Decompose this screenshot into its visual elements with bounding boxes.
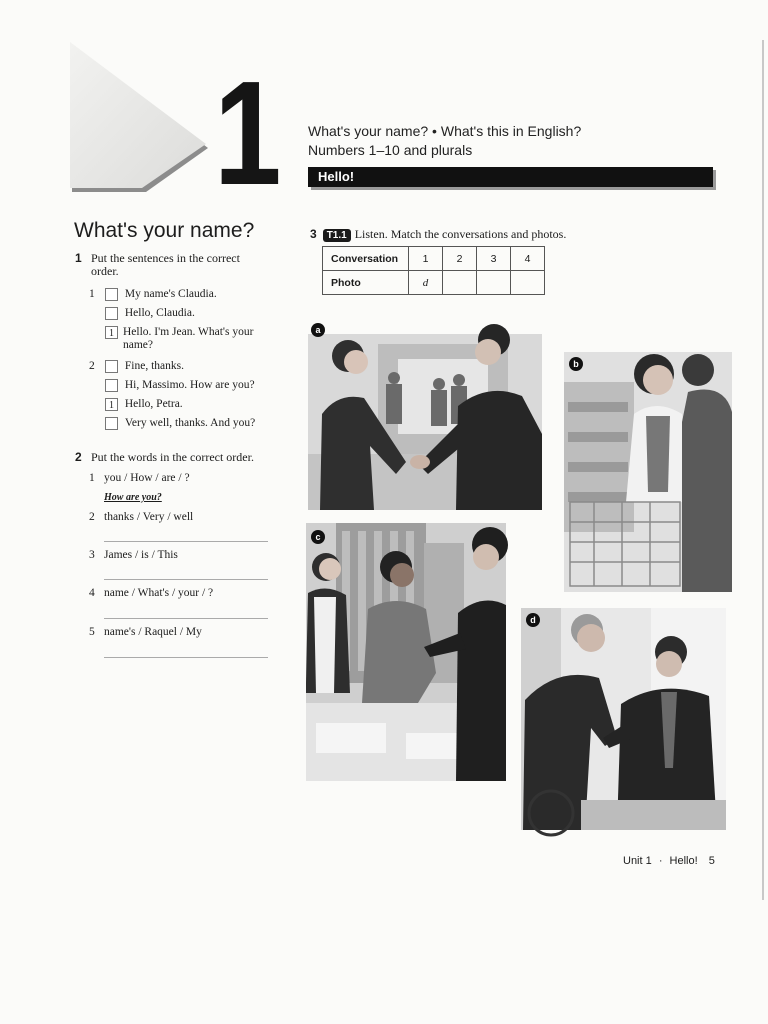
column-header: 2 (443, 247, 477, 271)
photo-label: c (311, 530, 325, 544)
item-number: 5 (89, 626, 95, 638)
photo-answer-cell[interactable] (477, 271, 511, 295)
order-box[interactable]: 1 (105, 398, 118, 411)
order-box[interactable] (105, 417, 118, 430)
page-footer (623, 855, 715, 867)
words-prompt: thanks / Very / well (104, 511, 194, 523)
photo-d (521, 608, 726, 830)
photo-c (306, 523, 506, 781)
sentence-text: Hello, Claudia. (124, 307, 195, 319)
photo-answer-cell[interactable] (511, 271, 545, 295)
page-number: 5 (708, 855, 715, 867)
sentence-text: Fine, thanks. (124, 360, 184, 372)
list-item (105, 379, 275, 392)
unit-triangle-graphic (68, 42, 216, 194)
list-item (105, 398, 275, 411)
sentence-text: Hi, Massimo. How are you? (124, 379, 255, 391)
group-number: 2 (89, 360, 95, 372)
unit-title-bar (308, 167, 713, 187)
instruction-text: Put the sentences in the correct order. (91, 251, 240, 278)
order-box[interactable] (105, 307, 118, 320)
list-item (105, 326, 275, 352)
item-number: 4 (89, 587, 95, 599)
column-header: 1 (409, 247, 443, 271)
unit-number: 1 (214, 51, 277, 216)
list-item (105, 360, 275, 373)
topics-line-1: What's your name? • What's this in English? (308, 123, 582, 139)
matching-table (322, 246, 545, 295)
page-edge-line (762, 40, 764, 900)
answer-line[interactable] (104, 657, 268, 658)
exercise-3-instruction (310, 227, 566, 242)
audio-track-badge[interactable]: T1.1 (323, 229, 351, 242)
order-box[interactable] (105, 379, 118, 392)
unit-title: Hello! (318, 169, 355, 184)
order-box[interactable] (105, 360, 118, 373)
words-prompt: name's / Raquel / My (104, 626, 202, 638)
footer-unit: Unit 1 (623, 855, 652, 867)
row-header-conversation: Conversation (323, 247, 409, 271)
item-number: 2 (89, 511, 95, 523)
instruction-text: Put the words in the correct order. (91, 450, 254, 464)
instruction-text: Listen. Match the conversations and photos. (354, 227, 567, 241)
item-number: 3 (89, 549, 95, 561)
photo-answer-cell[interactable] (443, 271, 477, 295)
footer-separator: · (658, 855, 663, 867)
words-prompt: you / How / are / ? (104, 472, 190, 484)
sentence-text: Hello, Petra. (124, 398, 183, 410)
answer-line[interactable] (104, 541, 268, 542)
row-header-photo: Photo (323, 271, 409, 295)
item-number: 1 (89, 472, 95, 484)
photo-label: b (569, 357, 583, 371)
words-prompt: name / What's / your / ? (104, 587, 214, 599)
section-title: What's your name? (74, 219, 255, 242)
column-header: 4 (511, 247, 545, 271)
order-box[interactable] (105, 288, 118, 301)
sentence-text: My name's Claudia. (124, 288, 217, 300)
exercise-2-instruction (75, 451, 275, 464)
photo-answer-cell[interactable]: d (409, 271, 443, 295)
photo-label: d (526, 613, 540, 627)
answer-line[interactable] (104, 579, 268, 580)
exercise-number: 3 (310, 227, 317, 241)
photo-b (564, 352, 732, 592)
column-header: 3 (477, 247, 511, 271)
table-row (323, 247, 545, 271)
photo-label: a (311, 323, 325, 337)
answer-line[interactable] (104, 618, 268, 619)
sentence-text: Very well, thanks. And you? (124, 417, 256, 429)
list-item (105, 307, 275, 320)
order-box[interactable]: 1 (105, 326, 118, 339)
words-prompt: James / is / This (104, 549, 178, 561)
group-number: 1 (89, 288, 95, 300)
exercise-number: 1 (75, 251, 82, 265)
unit-topics (308, 122, 581, 160)
footer-title: Hello! (669, 855, 698, 867)
list-item (105, 288, 275, 301)
list-item (105, 417, 275, 430)
exercise-number: 2 (75, 450, 82, 464)
exercise-1-instruction (75, 252, 275, 278)
handwritten-answer[interactable]: How are you? (104, 492, 162, 503)
sentence-text: Hello. I'm Jean. What's your name? (123, 326, 254, 351)
table-row (323, 271, 545, 295)
topics-line-2: Numbers 1–10 and plurals (308, 142, 473, 158)
photo-a (308, 325, 542, 510)
